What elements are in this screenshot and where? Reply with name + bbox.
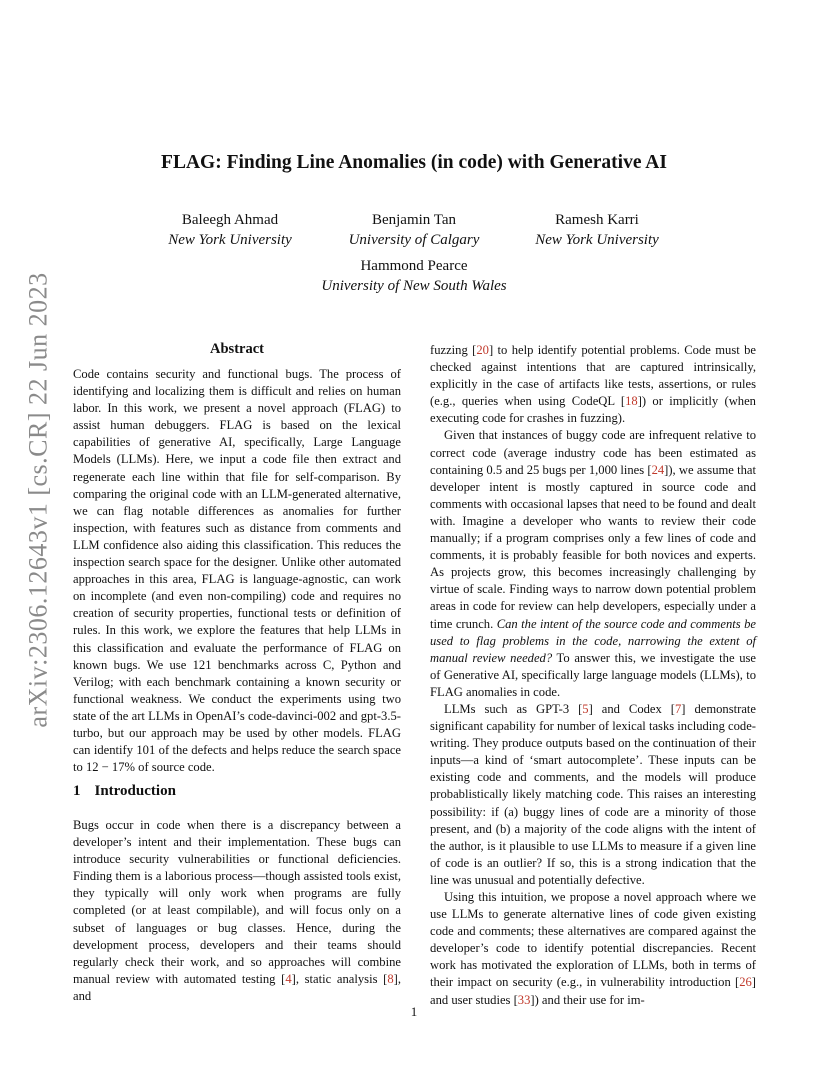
author-block xyxy=(487,210,707,250)
intro-paragraph xyxy=(430,427,756,701)
citation-link[interactable]: 4 xyxy=(285,971,292,986)
paragraph-text: ] to help identify potential problems. Code must be checked against intentions that are captured intrinsically, explicitly in the case of artifacts like tests, assertions, or rules (e.g., queries when using CodeQL [ xyxy=(430,343,757,409)
paragraph-text: Using this intuition, we propose a novel approach where we use LLMs to generate alternative lines of code given existing code and comments; these alternatives are compared against the developer’s code to identify potential discrepancies. Recent work has motivated the exploration of LLMs, both in terms of their impact on security (e.g., in vulnerability introduction [ xyxy=(430,890,756,990)
arxiv-stamp xyxy=(19,272,59,728)
paragraph-text: LLMs such as GPT-3 [ xyxy=(444,701,583,716)
section-heading xyxy=(73,783,176,800)
citation-link[interactable]: 7 xyxy=(674,701,682,716)
paragraph-text: Given that instances of buggy code are infrequent relative to correct code (average industry code has been estimated as containing 0.5 and 25 bugs per 1,000 lines [ xyxy=(430,428,756,477)
author-block xyxy=(264,256,564,296)
intro-paragraph xyxy=(73,817,401,1005)
citation-link[interactable]: 5 xyxy=(582,701,589,716)
intro-paragraph xyxy=(430,889,756,1009)
research-question: Can the intent of the source code and comments be used to flag problems in the code, narrowing the extent of manual review needed? xyxy=(430,616,756,665)
author-affiliation: University of New South Wales xyxy=(321,278,507,294)
citation-link[interactable]: 18 xyxy=(625,394,638,409)
paragraph-text: ] demonstrate significant capability for number of lexical tasks including code-writing. They produce outputs based on the continuation of their inputs—a kind of ‘smart autocomplete’. These inputs can be existing code and comments, and the models will produce probablistically likely matching code. This raises an interesting possibility: if (a) buggy lines of code are a minority of those present, and (b) a majority of the code aligns with the intent of the author, is it plausible to use LLMs to measure if a given line of code is an outlier? If so, this is a strong indication that the line was unusual and potentially defective. xyxy=(430,701,756,887)
author-affiliation: University of Calgary xyxy=(348,232,480,248)
citation-link[interactable]: 8 xyxy=(387,971,394,986)
citation-link[interactable]: 26 xyxy=(739,975,752,990)
paragraph-text: ]) and their use for im- xyxy=(530,992,645,1007)
paragraph-text: fuzzing [ xyxy=(430,343,477,357)
paragraph-text: ]), we assume that developer intent is mostly captured in source code and comments with occasional lapses that need to be found and dealt with. Imagine a developer who wants to review their code manually; if a program comprises only a few lines of code and comments, it is probably feasible for both novices and experts. As projects grow, this becomes increasingly challenging by virtue of scale. Finding ways to narrow down potential problem areas in code for review can help developers, especially under a time crunch. xyxy=(430,462,756,631)
paragraph-text: ]) or implicitly (when executing code for crashes in fuzzing). xyxy=(430,394,756,426)
author-affiliation: New York University xyxy=(168,232,292,248)
citation-link[interactable]: 33 xyxy=(517,992,531,1007)
paragraph-text: ], and xyxy=(73,971,401,1003)
paragraph-text: ] and Codex [ xyxy=(588,701,675,716)
author-name: Ramesh Karri xyxy=(555,212,639,228)
author-affiliation: New York University xyxy=(535,232,659,248)
intro-paragraph xyxy=(430,342,756,427)
citation-link[interactable]: 24 xyxy=(651,462,665,477)
author-name: Benjamin Tan xyxy=(371,212,457,228)
section-title: Introduction xyxy=(94,783,176,799)
intro-paragraph xyxy=(430,701,756,889)
right-column xyxy=(430,342,756,1009)
paragraph-text: To answer this, we investigate the use of Generative AI, specifically large language models (LLMs), to FLAG anomalies in code. xyxy=(430,650,756,699)
paragraph-text: ] and user studies [ xyxy=(430,975,756,1007)
author-name: Hammond Pearce xyxy=(360,258,468,274)
author-name: Baleegh Ahmad xyxy=(181,212,279,228)
paragraph-text: ], static analysis [ xyxy=(291,971,388,986)
abstract-heading: Abstract xyxy=(210,341,264,357)
paper-title: FLAG: Finding Line Anomalies (in code) with Generative AI xyxy=(161,152,667,173)
citation-link[interactable]: 20 xyxy=(476,343,489,357)
abstract-text: Code contains security and functional bugs. The process of identifying and localizing them is difficult and relies on human labor. In this work, we present a novel approach (FLAG) to assist human debuggers. FLAG is based on the lexical capabilities of generative AI, specifically, Large Language Models (LLMs). Here, we input a code file then extract and regenerate each line within that file for self-comparison. By comparing the original code with an LLM-generated alternative, we can flag notable differences as anomalies for further inspection, with features such as distance from comments and LLM confidence also aiding this classification. This reduces the inspection search space for the designer. Unlike other automated approaches in this area, FLAG is language-agnostic, can work on incomplete (and even non-compiling) code and requires no creation of security properties, functional tests or definition of rules. In this work, we explore the features that help LLMs in this classification and evaluate the performance of FLAG on known bugs. We use 121 benchmarks across C, Python and Verilog; with each benchmark containing a known security or functional weakness. We conduct the experiments using two state of the art LLMs in OpenAI’s code-davinci-002 and gpt-3.5-turbo, but our approach may be used by other models. FLAG can identify 101 of the defects and helps reduce the search space to 12 − 17% of source code. xyxy=(73,367,401,775)
arxiv-stamp-text: arXiv:2306.12643v1 [cs.CR] 22 Jun 2023 xyxy=(24,272,54,728)
section-number: 1 xyxy=(73,783,81,799)
paragraph-text: Bugs occur in code when there is a discrepancy between a developer’s intent and their implementation. These bugs can introduce security vulnerabilities or functional deficiencies. Finding them is a laborious process—though assisted tools exist, they typically will only work when programs are fully completed (or at least compilable), and will focus only on a subset of languages or bug classes. Hence, during the development process, developers and their teams should regularly check their work, and so approaches will combine manual review with automated testing [ xyxy=(73,818,401,986)
page-number: 1 xyxy=(410,1004,418,1019)
